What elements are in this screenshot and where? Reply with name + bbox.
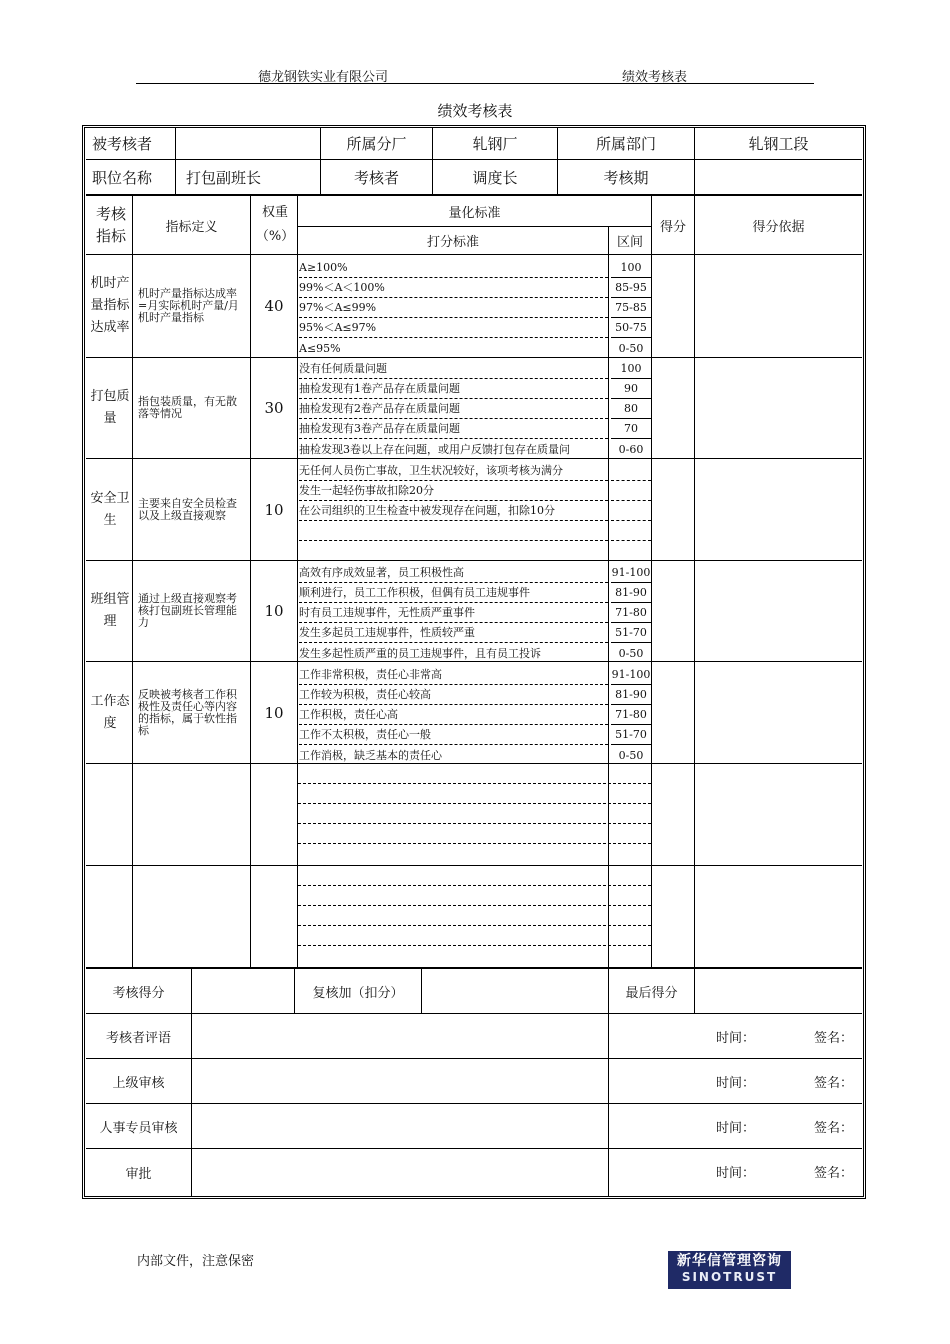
signoff-time: 时间： (716, 1121, 756, 1136)
signoff-signature: 签名： (814, 1031, 854, 1046)
signoff-signature: 签名： (814, 1166, 854, 1181)
indicator-weight: 30 (264, 399, 284, 417)
period-label: 考核期 (603, 168, 649, 187)
logo-en-text: SINOTRUST (681, 1270, 778, 1284)
scoring-line: 抽检发现有3卷产品存在质量问题 (299, 419, 608, 439)
scoring-line: 高效有序成效显著，员工积极性高 (299, 563, 608, 583)
signoff-time: 时间： (716, 1076, 756, 1091)
scoring-line: A≥100% (299, 258, 608, 278)
scoring-line: A≤95% (299, 342, 341, 355)
scoring-line: 工作消极，缺乏基本的责任心 (299, 749, 442, 762)
rule (86, 865, 862, 866)
scoring-line: 工作非常积极，责任心非常高 (299, 665, 608, 685)
range-value: 80 (611, 399, 651, 419)
reviewee-value[interactable] (176, 128, 320, 159)
signoff-label: 人事专员审核 (99, 1120, 178, 1136)
indicator-definition: 机时产量指标达成率=月实际机时产量/月机时产量指标 (138, 287, 239, 324)
range-value: 85-95 (611, 278, 651, 298)
indicator-definition: 通过上级直接观察考核打包副班长管理能力 (138, 592, 237, 629)
rule (297, 196, 298, 967)
rule (608, 1013, 609, 1196)
indicator-header: 考核指标 (95, 205, 126, 245)
signoff-comment-field[interactable] (192, 1149, 608, 1196)
range-value: 71-80 (611, 705, 651, 725)
quant-header: 量化标准 (448, 205, 501, 221)
rule (694, 196, 695, 967)
signoff-comment-field[interactable] (192, 1059, 608, 1103)
range-value: 100 (611, 258, 651, 278)
total-score-label: 考核得分 (112, 985, 165, 1001)
final-score-field[interactable] (695, 969, 862, 1013)
company-name: 德龙钢铁实业有限公司 (258, 70, 389, 85)
range-value: 71-80 (611, 603, 651, 623)
range-value: 81-90 (611, 583, 651, 603)
weight-header: 权重（%） (255, 205, 295, 244)
blank-line (298, 925, 651, 926)
reviewee-label: 被考核者 (92, 135, 153, 153)
period-value[interactable] (695, 160, 862, 194)
branch-factory-label: 所属分厂 (346, 135, 407, 153)
signoff-label: 审批 (125, 1167, 152, 1182)
department-value[interactable]: 轧钢工段 (748, 135, 809, 153)
scoring-line: 在公司组织的卫生检查中被发现存在问题，扣除10分 (299, 501, 608, 521)
scoring-header: 打分标准 (426, 235, 479, 250)
score-header: 得分 (659, 219, 686, 235)
indicator-weight: 40 (264, 297, 284, 315)
scoring-line: 发生多起员工违规事件，性质较严重 (299, 623, 608, 643)
indicator-definition: 指包装质量，有无散落等情况 (138, 395, 237, 420)
signoff-comment-field[interactable] (192, 1014, 608, 1058)
indicator-definition: 主要来自安全员检查以及上级直接观察 (138, 496, 237, 522)
indicator-weight: 10 (264, 703, 284, 722)
indicator-name: 打包质量 (90, 389, 130, 426)
department-label: 所属部门 (595, 135, 656, 153)
assessor-label: 考核者 (353, 168, 399, 187)
blank-line (298, 783, 651, 784)
range-blank (611, 500, 651, 501)
range-value: 90 (611, 379, 651, 399)
range-blank (611, 520, 651, 521)
indicator-definition: 反映被考核者工作积极性及责任心等内容的指标，属于软性指标 (138, 687, 237, 737)
signoff-label: 考核者评语 (105, 1030, 171, 1046)
indicator-name: 班组管理 (90, 592, 130, 629)
range-header: 区间 (616, 235, 643, 250)
assessor-value[interactable]: 调度长 (472, 168, 518, 187)
scoring-line: 时有员工违规事件，无性质严重事件 (299, 603, 608, 623)
signoff-time: 时间： (716, 1031, 756, 1046)
final-score-label: 最后得分 (625, 985, 678, 1001)
blank-line (298, 885, 651, 886)
scoring-line: 无任何人员伤亡事故，卫生状况较好，该项考核为满分 (299, 461, 608, 481)
document-name: 绩效考核表 (622, 70, 688, 85)
position-value[interactable]: 打包副班长 (186, 168, 262, 187)
signoff-signature: 签名： (814, 1121, 854, 1136)
scoring-line: 顺利进行，员工工作积极，但偶有员工违规事件 (299, 583, 608, 603)
blank-line (298, 843, 651, 844)
signoff-time: 时间： (716, 1166, 756, 1181)
scoring-line: 抽检发现有2卷产品存在质量问题 (299, 399, 608, 419)
logo-cn-text: 新华信管理咨询 (677, 1253, 782, 1269)
total-score-field[interactable] (192, 969, 294, 1013)
scoring-line: 抽检发现有1卷产品存在质量问题 (299, 379, 608, 399)
signoff-comment-field[interactable] (192, 1104, 608, 1148)
range-value: 70 (611, 419, 651, 439)
scoring-line: 发生多起性质严重的员工违规事件，且有员工投诉 (299, 647, 541, 660)
scoring-line: 工作积极，责任心高 (299, 705, 608, 725)
range-value: 0-50 (618, 647, 644, 660)
scoring-line: 99%＜A＜100% (299, 278, 608, 298)
range-value: 75-85 (611, 298, 651, 318)
blank-line (298, 803, 651, 804)
range-value: 51-70 (611, 725, 651, 745)
range-blank (611, 480, 651, 481)
blank-line (298, 945, 651, 946)
review-adjust-field[interactable] (422, 969, 608, 1013)
basis-header: 得分依据 (752, 219, 805, 235)
scoring-line: 工作不太积极，责任心一般 (299, 725, 608, 745)
indicator-weight: 10 (264, 500, 284, 519)
scoring-line: 发生一起轻伤事故扣除20分 (299, 481, 608, 501)
branch-factory-value[interactable]: 轧钢厂 (472, 135, 518, 153)
indicator-name: 工作态度 (90, 693, 130, 731)
indicator-name: 机时产量指标达成率 (90, 276, 130, 335)
range-value: 0-60 (618, 443, 644, 456)
range-blank (611, 540, 651, 541)
review-adjust-label: 复核加（扣分） (312, 985, 404, 1001)
blank-line (298, 823, 651, 824)
indicator-name: 安全卫生 (90, 490, 130, 528)
blank-line (298, 905, 651, 906)
confidential-note: 内部文件，注意保密 (137, 1254, 255, 1269)
scoring-line: 没有任何质量问题 (299, 359, 608, 379)
page-title: 绩效考核表 (437, 102, 513, 120)
range-value: 100 (611, 359, 651, 379)
range-value: 50-75 (611, 318, 651, 338)
scoring-line: 97%＜A≤99% (299, 298, 608, 318)
range-value: 91-100 (611, 563, 651, 583)
signoff-signature: 签名： (814, 1076, 854, 1091)
sinotrust-logo (668, 1251, 791, 1289)
indicator-weight: 10 (264, 602, 284, 620)
rule (651, 196, 652, 967)
range-value: 81-90 (611, 685, 651, 705)
scoring-line: 抽检发现3卷以上存在问题，或用户反馈打包存在质量问 (299, 443, 570, 456)
definition-header: 指标定义 (165, 219, 218, 235)
scoring-line: 95%＜A≤97% (299, 318, 608, 338)
position-label: 职位名称 (92, 168, 153, 187)
scoring-line (299, 521, 608, 541)
header-rule (136, 83, 814, 84)
range-value: 0-50 (618, 342, 644, 355)
range-value: 91-100 (611, 665, 651, 685)
signoff-label: 上级审核 (112, 1075, 165, 1091)
rule (608, 226, 609, 967)
range-value: 51-70 (611, 623, 651, 643)
scoring-line: 工作较为积极，责任心较高 (299, 685, 608, 705)
range-value: 0-50 (618, 749, 644, 762)
